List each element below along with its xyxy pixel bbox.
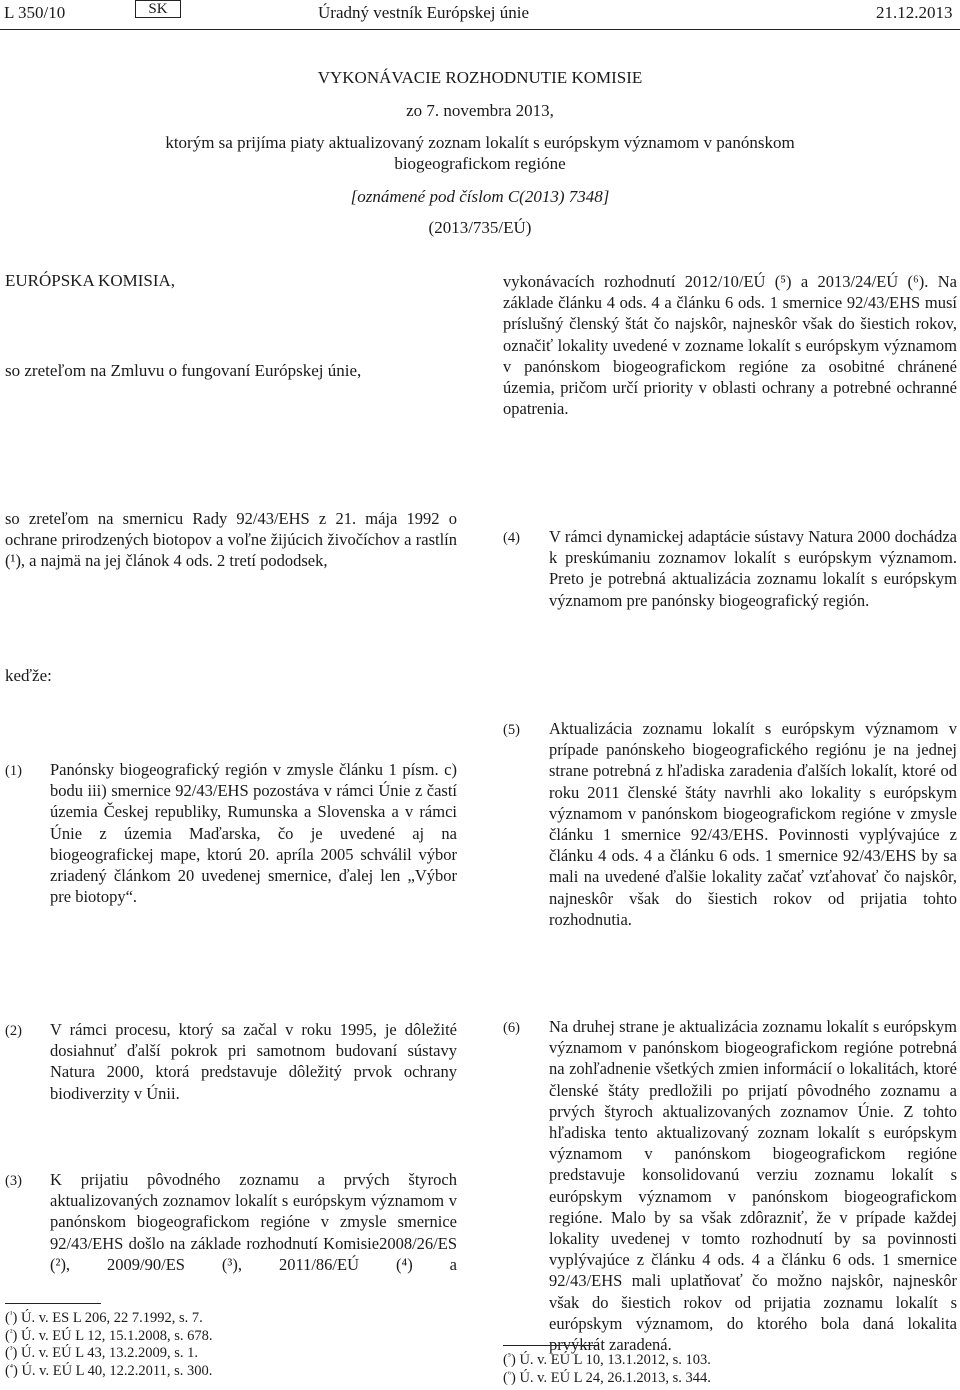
- footnote: ($^{^6}$) Ú. v. EÚ L 24, 26.1.2013, s. 344.: [503, 1368, 711, 1386]
- treaty-citation: so zreteľom na Zmluvu o fungovaní Európskej únie,: [5, 361, 362, 380]
- recital-number: (6): [503, 1020, 520, 1036]
- recital-text: Na druhej strane je aktualizácia zoznamu lokalít s európskym významom v panónskom biogeografickom regióne potrebná na zohľadnenie všetkých zmien informácií o lokalitách, ktoré členské štáty predložili po prijatí pôvodného zoznamu a prvých štyroch aktualizovaných zoznamov Únie. Z tohto hľadiska tento aktualizovaný zoznam lokalít s európskym významom v panónskom biogeografickom regióne predstavuje konsolidovanú verziu zoznamu lokalít s európskym významom v panónskom biogeografickom regióne. Malo by sa však zdôrazniť, že v prípade každej lokality uvedenej v tomto rozhodnutí by sa povinnosti vyplývajúce z článku 4 ods. 4 a článku 6 ods. 1 smernice 92/43/EHS mali uplatňovať čo možno najskôr, najneskôr však do šiestich rokov od prijatia zoznamu lokalít s európskym významom, do ktorého bola daná lokalita prvýkrát zaradená.: [549, 1017, 957, 1355]
- document-type: VYKONÁVACIE ROZHODNUTIE KOMISIE: [317, 68, 643, 87]
- directive-citation: so zreteľom na smernicu Rady 92/43/EHS z 21. mája 1992 o ochrane prirodzených biotopov a voľne žijúcich živočíchov a rastlín (¹), a najmä na jej článok 4 ods. 2 tretí pododsek,: [5, 509, 457, 571]
- document-subject-line-2: biogeografickom regióne: [394, 154, 566, 173]
- recital-number: (4): [503, 530, 520, 546]
- document-date: zo 7. novembra 2013,: [406, 101, 554, 120]
- footnote-rule: [5, 1303, 101, 1304]
- journal-title: Úradný vestník Európskej únie: [318, 3, 530, 22]
- footnote: ($^{^1}$) Ú. v. ES L 206, 22 7.1992, s. 7.: [5, 1309, 203, 1326]
- footnote: ($^{^3}$) Ú. v. EÚ L 43, 13.2.2009, s. 1.: [5, 1344, 198, 1361]
- recital-number: (5): [503, 722, 520, 738]
- footnote-rule: [503, 1345, 599, 1346]
- footnote: ($^{^4}$) Ú. v. EÚ L 40, 12.2.2011, s. 300.: [5, 1361, 213, 1379]
- right-column-intro: vykonávacích rozhodnutí 2012/10/EÚ (⁵) a 2013/24/EÚ (⁶). Na základe článku 4 ods. 4 a článku 6 ods. 1 smernice 92/43/EHS musí príslušný členský štát čo najskôr, najneskôr však do šiestich rokov, označiť lokality uvedené v zozname lokalít s európskym významom v panónskom biogeografickom regióne za osobitné chránené územia, pričom určí priority v oblasti ochrany a potrebné ochranné opatrenia.: [503, 272, 957, 419]
- language-badge: SK: [135, 0, 181, 18]
- notification-reference: [oznámené pod číslom C(2013) 7348]: [350, 187, 610, 206]
- recital-text: Aktualizácia zoznamu lokalít s európskym významom v prípade panónskeho biogeografického regiónu je na jednej strane potrebná z hľadiska zaradenia ďalších lokalít, ktoré od roku 2011 členské štáty navrhli ako lokality s európskym významom v panónskom biogeografickom regióne v zmysle článku 1 smernice 92/43/EHS. Povinnosti vyplývajúce z článku 4 ods. 4 a článku 6 ods. 1 smernice 92/43/EHS by sa mali na uvedené ďalšie lokality začať vzťahovať čo najskôr, najneskôr však do šiestich rokov od prijatia tohto rozhodnutia.: [549, 719, 957, 929]
- document-number: (2013/735/EÚ): [428, 218, 532, 237]
- header-rule: [0, 29, 960, 30]
- document-subject-line-1: ktorým sa prijíma piaty aktualizovaný zoznam lokalít s európskym významom v panónskom: [165, 133, 795, 152]
- whereas-label: keďže:: [5, 666, 52, 685]
- recital-text: V rámci procesu, ktorý sa začal v roku 1995, je dôležité dosiahnuť ďalší pokrok pri samotnom budovaní sústavy Natura 2000, ktorá predstavuje dôležitý prvok ochrany biodiverzity v Únii.: [50, 1020, 457, 1103]
- recital-number: (2): [5, 1023, 22, 1039]
- commission-heading: EURÓPSKA KOMISIA,: [5, 271, 176, 290]
- footnote: ($^{^2}$) Ú. v. EÚ L 12, 15.1.2008, s. 678.: [5, 1326, 213, 1344]
- publication-date: 21.12.2013: [876, 3, 953, 22]
- recital-number: (1): [5, 763, 22, 779]
- footnote: ($^{^5}$) Ú. v. EÚ L 10, 13.1.2012, s. 103.: [503, 1351, 711, 1368]
- recital-text: Panónsky biogeografický región v zmysle článku 1 písm. c) bodu iii) smernice 92/43/EHS pozostáva v rámci Únie z častí územia Českej republiky, Rumunska a Slovenska a v rámci Únie z územia Maďarska, čo je uvedené aj na biogeografickej mape, ktorú 20. apríla 2005 schválil výbor zriadený článkom 20 uvedenej smernice, ďalej len „Výbor pre biotopy“.: [50, 760, 457, 907]
- recital-text: V rámci dynamickej adaptácie sústavy Natura 2000 dochádza k preskúmaniu zoznamov lokalít s európskym významom. Preto je potrebná aktualizácia zoznamu lokalít s európskym významom pre panónsky biogeografický región.: [549, 527, 957, 610]
- recital-number: (3): [5, 1173, 22, 1189]
- recital-text: K prijatiu pôvodného zoznamu a prvých štyroch aktualizovaných zoznamov lokalít s európskym významom v panónskom biogeografickom regióne v zmysle smernice 92/43/EHS došlo na základe rozhodnutí Komisie2008/26/ES (²), 2009/90/ES (³), 2011/86/EÚ (⁴) a: [50, 1170, 457, 1274]
- page-reference: L 350/10: [4, 3, 66, 22]
